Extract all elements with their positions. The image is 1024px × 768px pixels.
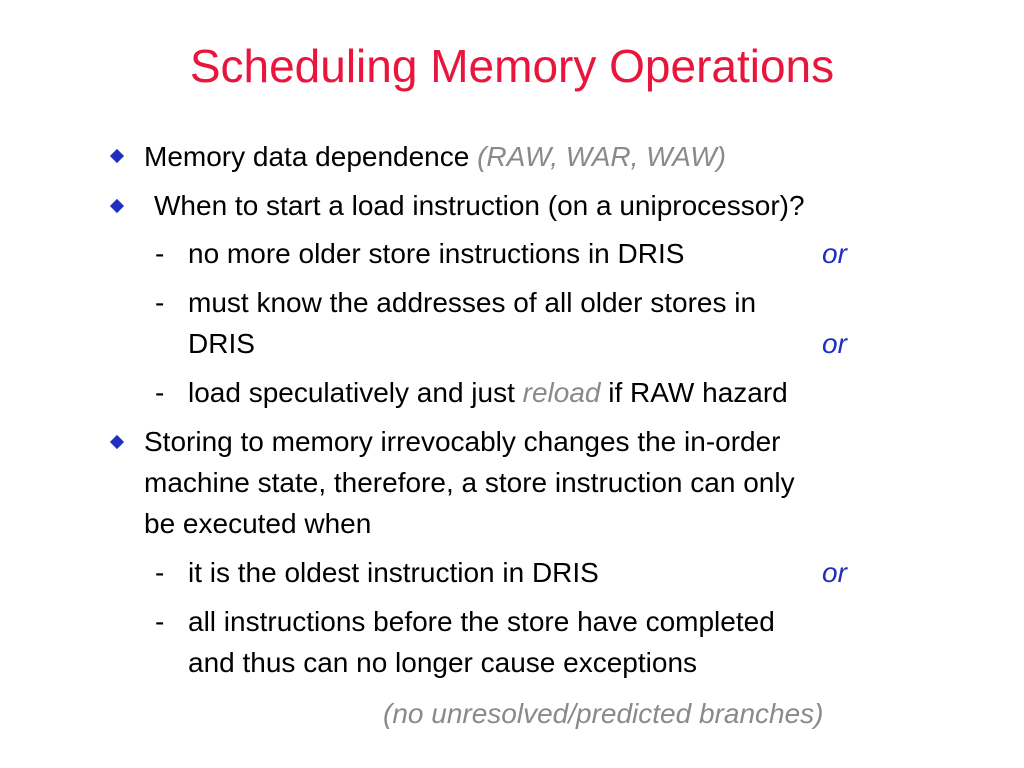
bullet-diamond-icon <box>110 435 124 449</box>
bullet-2-sub-3-emphasis: reload <box>522 377 601 408</box>
bullet-3-sub-1-or: or <box>822 557 847 588</box>
sub-bullet-dash: - <box>155 606 165 637</box>
bullet-1-note: (RAW, WAR, WAW) <box>477 141 726 172</box>
bullet-3-line-1: Storing to memory irrevocably changes the in-order <box>144 426 781 457</box>
bullet-2-sub-3 <box>188 376 788 410</box>
sub-bullet-dash: - <box>155 287 165 318</box>
bullet-2-sub-1-text: no more older store instructions in DRIS <box>188 238 685 269</box>
sub-bullet-dash: - <box>155 557 165 588</box>
bullet-3-sub-1-text: it is the oldest instruction in DRIS <box>188 557 599 588</box>
bullet-2-sub-1-or: or <box>822 238 847 269</box>
bullet-2-sub-3-before: load speculatively and just <box>188 377 523 408</box>
bullet-1-text: Memory data dependence <box>144 141 478 172</box>
bullet-2-sub-3-after: if RAW hazard <box>600 377 788 408</box>
slide-title: Scheduling Memory Operations <box>189 40 835 92</box>
bullet-3-sub-2-line-1: all instructions before the store have completed <box>188 606 775 637</box>
bullet-diamond-icon <box>110 199 124 213</box>
bullet-2-sub-2-or: or <box>822 328 847 359</box>
bullet-3-line-2: machine state, therefore, a store instruction can only <box>144 467 795 498</box>
bullet-1 <box>144 140 726 174</box>
sub-bullet-dash: - <box>155 377 165 408</box>
bullet-2-sub-2-line-2: DRIS <box>188 328 255 359</box>
bullet-diamond-icon <box>110 149 124 163</box>
bullet-3-footnote: (no unresolved/predicted branches) <box>383 698 824 729</box>
bullet-2-sub-2-line-1: must know the addresses of all older stores in <box>188 287 757 318</box>
bullet-3-sub-2-line-2: and thus can no longer cause exceptions <box>188 647 698 678</box>
bullet-3-line-3: be executed when <box>144 508 372 539</box>
sub-bullet-dash: - <box>155 238 165 269</box>
bullet-2-text: When to start a load instruction (on a uniprocessor)? <box>154 190 805 221</box>
